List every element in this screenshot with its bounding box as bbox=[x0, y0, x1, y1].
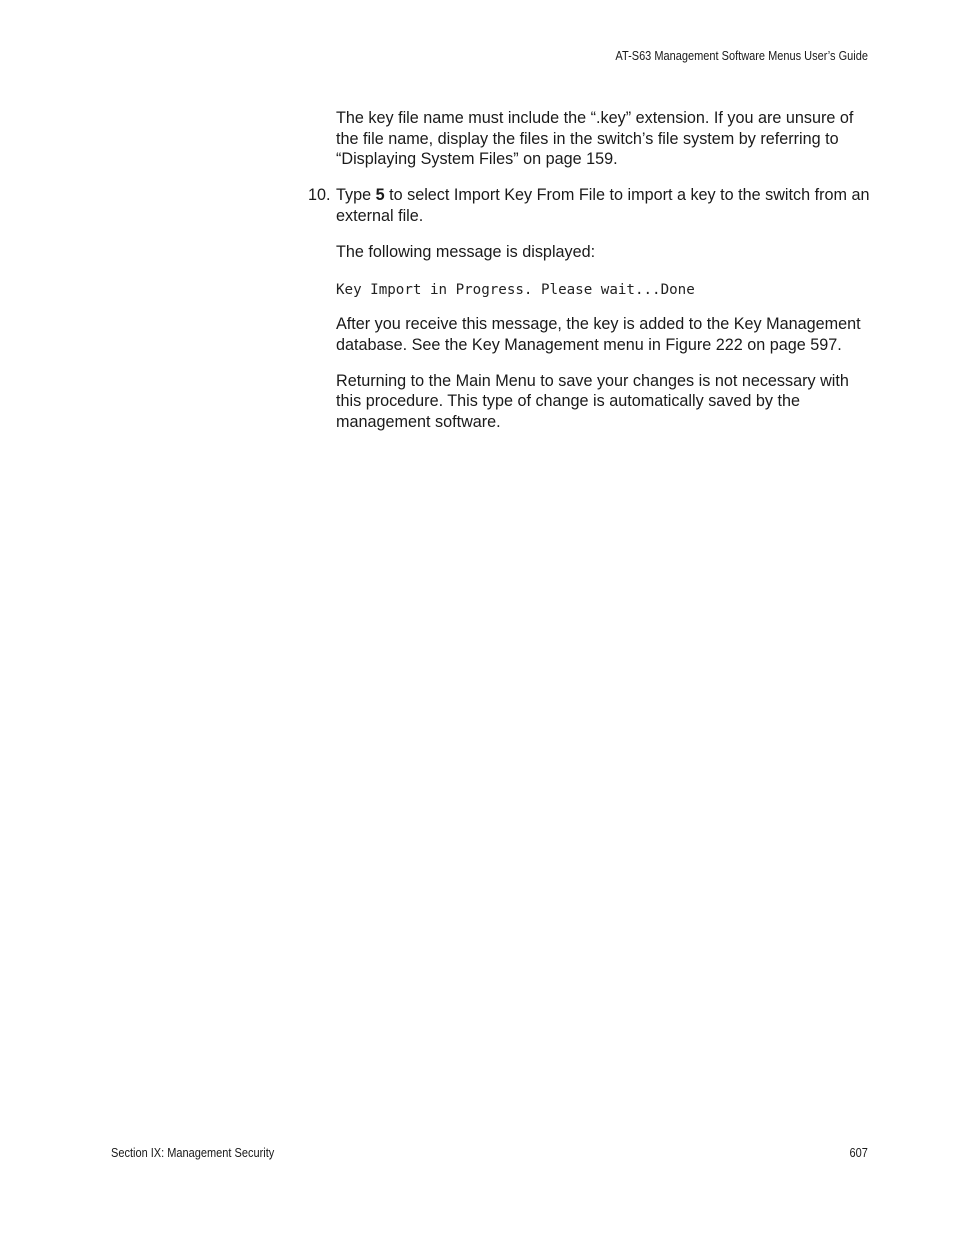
after-receive-paragraph: After you receive this message, the key is added to the Key Management database. See the Key Management menu in Figure 222 on page 597. bbox=[336, 315, 861, 354]
code-message: Key Import in Progress. Please wait...Done bbox=[336, 282, 695, 298]
step-bold-key: 5 bbox=[375, 186, 385, 204]
step-10 bbox=[308, 185, 871, 226]
page-content bbox=[308, 108, 871, 448]
step-text-after: to select Import Key From File to import a key to the switch from an external file. bbox=[336, 186, 870, 225]
step-text-before: Type bbox=[336, 186, 376, 204]
step-number: 10. bbox=[308, 186, 331, 204]
following-message-paragraph: The following message is displayed: bbox=[336, 242, 596, 261]
returning-paragraph: Returning to the Main Menu to save your changes is not necessary with this procedure. This type of change is automatically saved by the management software. bbox=[336, 371, 849, 431]
footer-page-number: 607 bbox=[849, 1146, 868, 1160]
footer-section: Section IX: Management Security bbox=[111, 1146, 275, 1160]
key-file-paragraph: The key file name must include the “.key” extension. If you are unsure of the file name, display the files in the switch’s file system by referring to “Displaying System Files” on page 159. bbox=[336, 109, 854, 168]
running-header: AT-S63 Management Software Menus User’s Guide bbox=[615, 49, 868, 63]
